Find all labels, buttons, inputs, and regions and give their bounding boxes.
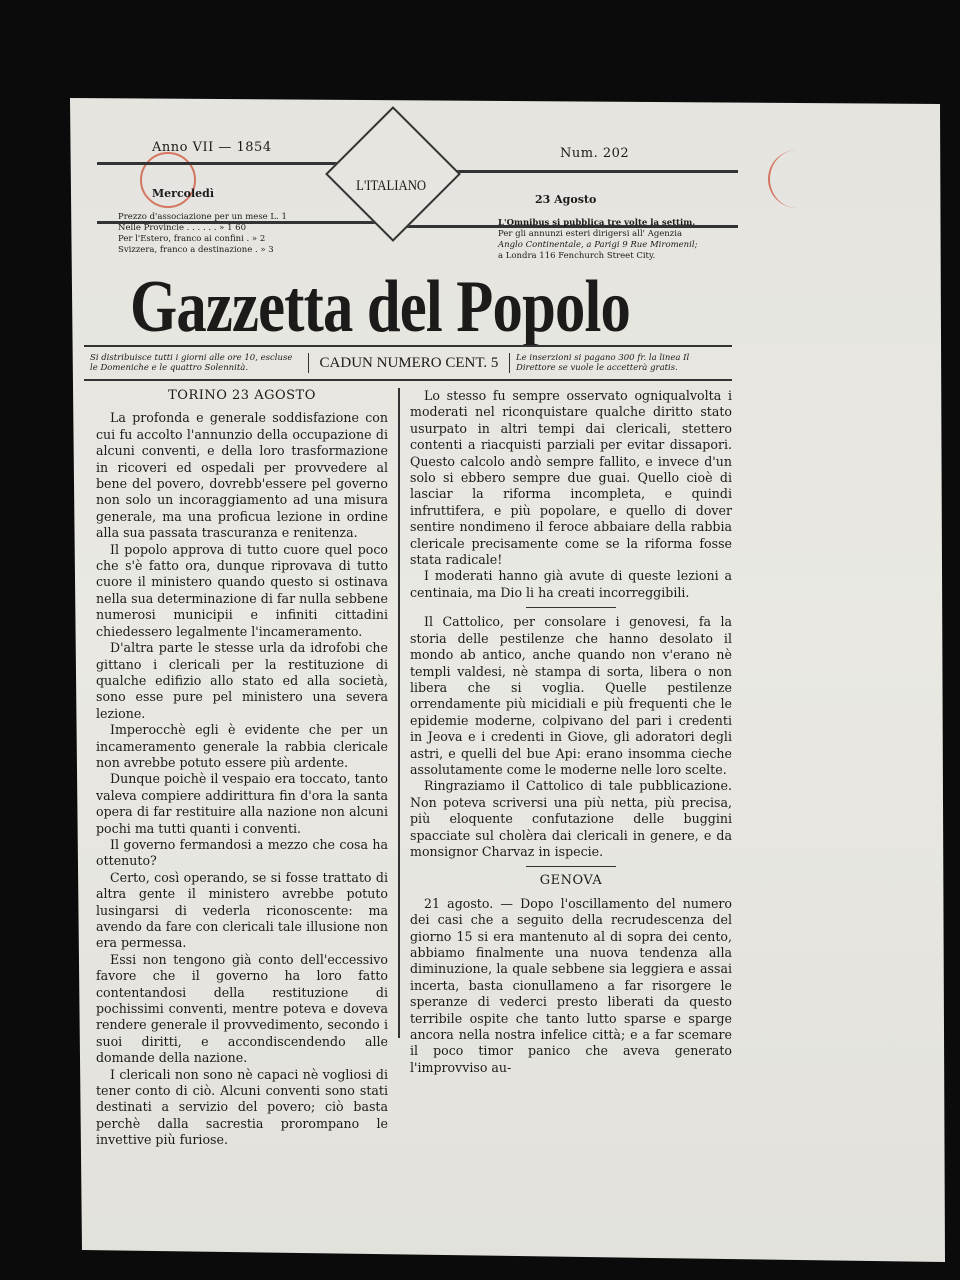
price-line: Per l'Estero, franco ai confini . » 2 xyxy=(118,234,266,244)
newspaper-title: Gazzetta del Popolo xyxy=(130,266,631,348)
notice-line: a Londra 116 Fenchurch Street City. xyxy=(498,251,656,261)
year-label: Anno VII — 1854 xyxy=(152,140,272,155)
paragraph: Certo, così operando, se si fosse trattato di altra gente il ministero avrebbe potuto lusingarsi di vederla riconoscente: ma avendo da fare con clericali tale illusione non era permessa. xyxy=(96,869,388,951)
paragraph: I moderati hanno già avute di queste lezioni a centinaia, ma Dio li ha creati incorreggibili. xyxy=(410,568,732,600)
paragraph: La profonda e generale soddisfazione con cui fu accolto l'annunzio della occupazione di alcuni conventi, e della loro trasformazione in ricoveri ed ospedali per provvedere al bene del povero, dovrebb'essere pel governo non solo un incoraggiamento ad una misura generale, ma una proficua lezione in ordine alla sua passata trascuranza e renitenza. xyxy=(96,410,388,541)
right-column xyxy=(410,388,732,1076)
weekday: Mercoledì xyxy=(152,186,215,200)
insertion-note: Le inserzioni si pagano 300 fr. la linea Il Direttore se vuole le accetterà gratis. xyxy=(509,353,724,373)
separator-rule xyxy=(526,866,616,867)
article-heading: TORINO 23 AGOSTO xyxy=(168,388,316,403)
distribution-strip xyxy=(84,345,732,381)
date: 23 Agosto xyxy=(535,192,597,206)
price-line: Nelle Provincie . . . . . . » 1 60 xyxy=(118,223,246,233)
paragraph: Essi non tengono già conto dell'eccessivo favore che il governo ha loro fatto contentandosi della restituzione di pochissimi conventi, mentre poteva e doveva rendere generale il provvedimento, secondo i suoi diritti, e accondiscendendo alle domande della nazione. xyxy=(96,951,388,1066)
paragraph: Ringraziamo il Cattolico di tale pubblicazione. Non poteva scriversi una più netta, più precisa, più eloquente confutazione delle buggini spacciate sul cholèra dai clericali in genere, e da monsignor Charvaz in ispecie. xyxy=(410,778,732,859)
separator-rule xyxy=(526,607,616,608)
paragraph: Dunque poichè il vespaio era toccato, tanto valeva compiere addirittura fin d'ora la santa opera di far restituire alla nazione non alcuni pochi ma tutti quanti i conventi. xyxy=(96,771,388,836)
paragraph: 21 agosto. — Dopo l'oscillamento del numero dei casi che a seguito della recrudescenza del giorno 15 si era mantenuto al di sopra dei cento, abbiamo finalmente una nuova tendenza alla diminuzione, la quale sebbene sia leggiera e assai incerta, basta cionullameno a far risorgere le speranze di vederci presto liberati da questo terribile ospite che tanto lutto sparse e sparge ancora nella nostra infelice città; e a far scemare il poco timor panico che aveva generato l'improvviso au- xyxy=(410,895,732,1075)
paragraph: Il Cattolico, per consolare i genovesi, fa la storia delle pestilenze che hanno desolato il mondo ab antico, anche quando non v'erano nè templi valdesi, nè stampa di sorta, libera o non libera che si voglia. Quelle pestilenze orrendamente più micidiali e più frequenti che le epidemie moderne, colpivano del pari i credenti in Jeova e i credenti in Giove, gli adoratori degli astri, e quelli del bue Api: erano insomma cieche assolutamente come le moderne nelle loro scelte. xyxy=(410,614,732,777)
postmark-stamp-right xyxy=(768,150,826,208)
left-column xyxy=(96,386,388,1149)
subscription-prices xyxy=(118,212,348,256)
price-per-issue: CADUN NUMERO CENT. 5 xyxy=(319,354,499,371)
column-divider xyxy=(398,388,400,1038)
paragraph: Imperocchè egli è evidente che per un incameramento generale la rabbia clericale non avrebbe potuto essere più ardente. xyxy=(96,722,388,770)
article-heading: GENOVA xyxy=(539,873,603,889)
paragraph: I clericali non sono nè capaci nè vogliosi di tener conto di ciò. Alcuni conventi sono stati destinati a servizio del povero; ciò basta perchè dalla sacrestia prorompano le invettive più furiose. xyxy=(96,1066,388,1148)
price-line: Svizzera, franco a destinazione . » 3 xyxy=(118,245,274,255)
distribution-note: Si distribuisce tutti i giorni alle ore 10, escluse le Domeniche e le quattro Solennità. xyxy=(84,353,309,373)
paragraph: Lo stesso fu sempre osservato ogniqualvolta i moderati nel riconquistare qualche diritto stato usurpato in altri tempi dai clericali, stettero contenti a riacquisti parziali per evitar dissapori. Questo calcolo andò sempre fallito, e invece d'un solo si ebbero sempre due guai. Quello cioè di lasciar la riforma incompleta, e quindi infruttifera, e più popolare, e quello di dover sentire nondimeno il feroce abbaiare della rabbia clericale precisamente come se la riforma fosse stata radicale! xyxy=(410,388,732,568)
issue-number: Num. 202 xyxy=(560,146,630,161)
paragraph: Il popolo approva di tutto cuore quel poco che s'è fatto ora, dunque riprovava di tutto cuore il ministero quando questo si ostinava nella sua determinazione di far nulla sebbene numerosi municipii e infiniti cittadini chiedessero legalmente l'incameramento. xyxy=(96,541,388,639)
notice-line: Anglo Continentale, a Parigi 9 Rue Miromenil; xyxy=(498,240,698,250)
emblem-label: L'ITALIANO xyxy=(356,178,427,194)
omnibus-notice xyxy=(498,218,748,262)
paragraph: D'altra parte le stesse urla da idrofobi che gittano i clericali per la restituzione di qualche edifizio allo stato ed alla società, sono esse pure pel ministero una severa lezione. xyxy=(96,640,388,721)
paragraph: Il governo fermandosi a mezzo che cosa ha ottenuto? xyxy=(96,836,388,869)
notice-line: Per gli annunzi esteri dirigersi all' Agenzia xyxy=(498,229,683,239)
notice-line: L'Omnibus si pubblica tre volte la settim. xyxy=(498,218,696,228)
price-line: Prezzo d'associazione per un mese L. 1 xyxy=(118,212,287,222)
